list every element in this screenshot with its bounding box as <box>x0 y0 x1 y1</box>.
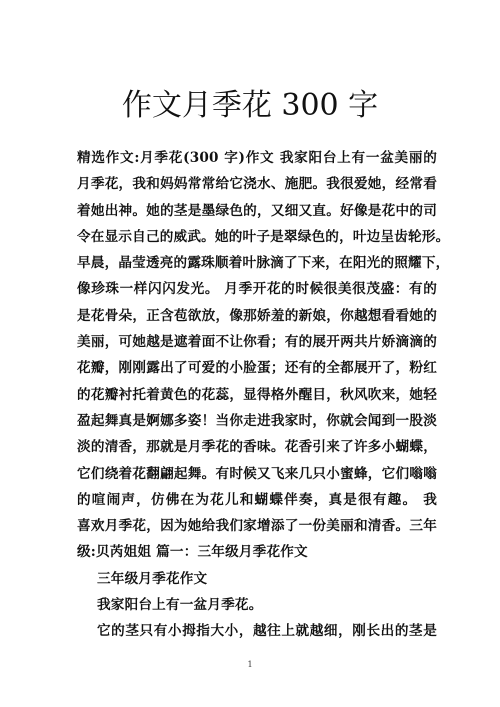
body-line: 的喧闹声，仿佛在为花儿和蝴蝶伴奏，真是很有趣。 我 <box>77 491 437 508</box>
body-line: 淡的清香，那就是月季花的香味。花香引来了许多小蝴蝶， <box>77 439 437 456</box>
body-line: 精选作文:月季花(300 字)作文 我家阳台上有一盆美丽的 <box>77 150 437 166</box>
document-body <box>77 145 450 645</box>
page-number: 1 <box>247 660 253 669</box>
body-line: 喜欢月季花，因为她给我们家增添了一份美丽和清香。三年 <box>77 518 437 535</box>
body-line: 花瓣，刚刚露出了可爱的小脸蛋；还有的全都展开了，粉红 <box>77 360 437 377</box>
body-line: 像珍珠一样闪闪发光。 月季开花的时候很美很茂盛：有的 <box>77 281 437 298</box>
section-heading: 三年级月季花作文 <box>97 570 208 587</box>
body-line: 是花骨朵，正含苞欲放，像那娇羞的新娘，你越想看看她的 <box>77 307 437 324</box>
body-line: 它的茎只有小拇指大小，越往上就越细，刚长出的茎是 <box>97 623 437 640</box>
body-line: 我家阳台上有一盆月季花。 <box>97 597 263 614</box>
body-line: 令在显示自己的威武。她的叶子是翠绿色的，叶边呈齿轮形。 <box>77 228 450 245</box>
body-line: 盈起舞真是婀娜多姿！当你走进我家时，你就会闻到一股淡 <box>77 412 437 429</box>
body-line: 着她出神。她的茎是墨绿色的，又细又直。好像是花中的司 <box>77 202 437 219</box>
document-title: 作文月季花 300 字 <box>121 88 379 123</box>
body-line: 美丽，可她越是遮着面不让你看；有的展开两共片娇滴滴的 <box>77 334 437 351</box>
body-line: 月季花，我和妈妈常常给它浇水、施肥。我很爱她，经常看 <box>77 176 437 193</box>
body-line: 级:贝芮姐姐 篇一：三年级月季花作文 <box>77 544 308 561</box>
body-line: 早晨，晶莹透亮的露珠顺着叶脉滴了下来，在阳光的照耀下， <box>77 255 450 272</box>
body-line: 它们绕着花翻翩起舞。有时候又飞来几只小蜜蜂，它们嗡嗡 <box>77 465 437 482</box>
body-line: 的花瓣衬托着黄色的花蕊，显得格外醒目，秋风吹来，她轻 <box>77 386 437 403</box>
